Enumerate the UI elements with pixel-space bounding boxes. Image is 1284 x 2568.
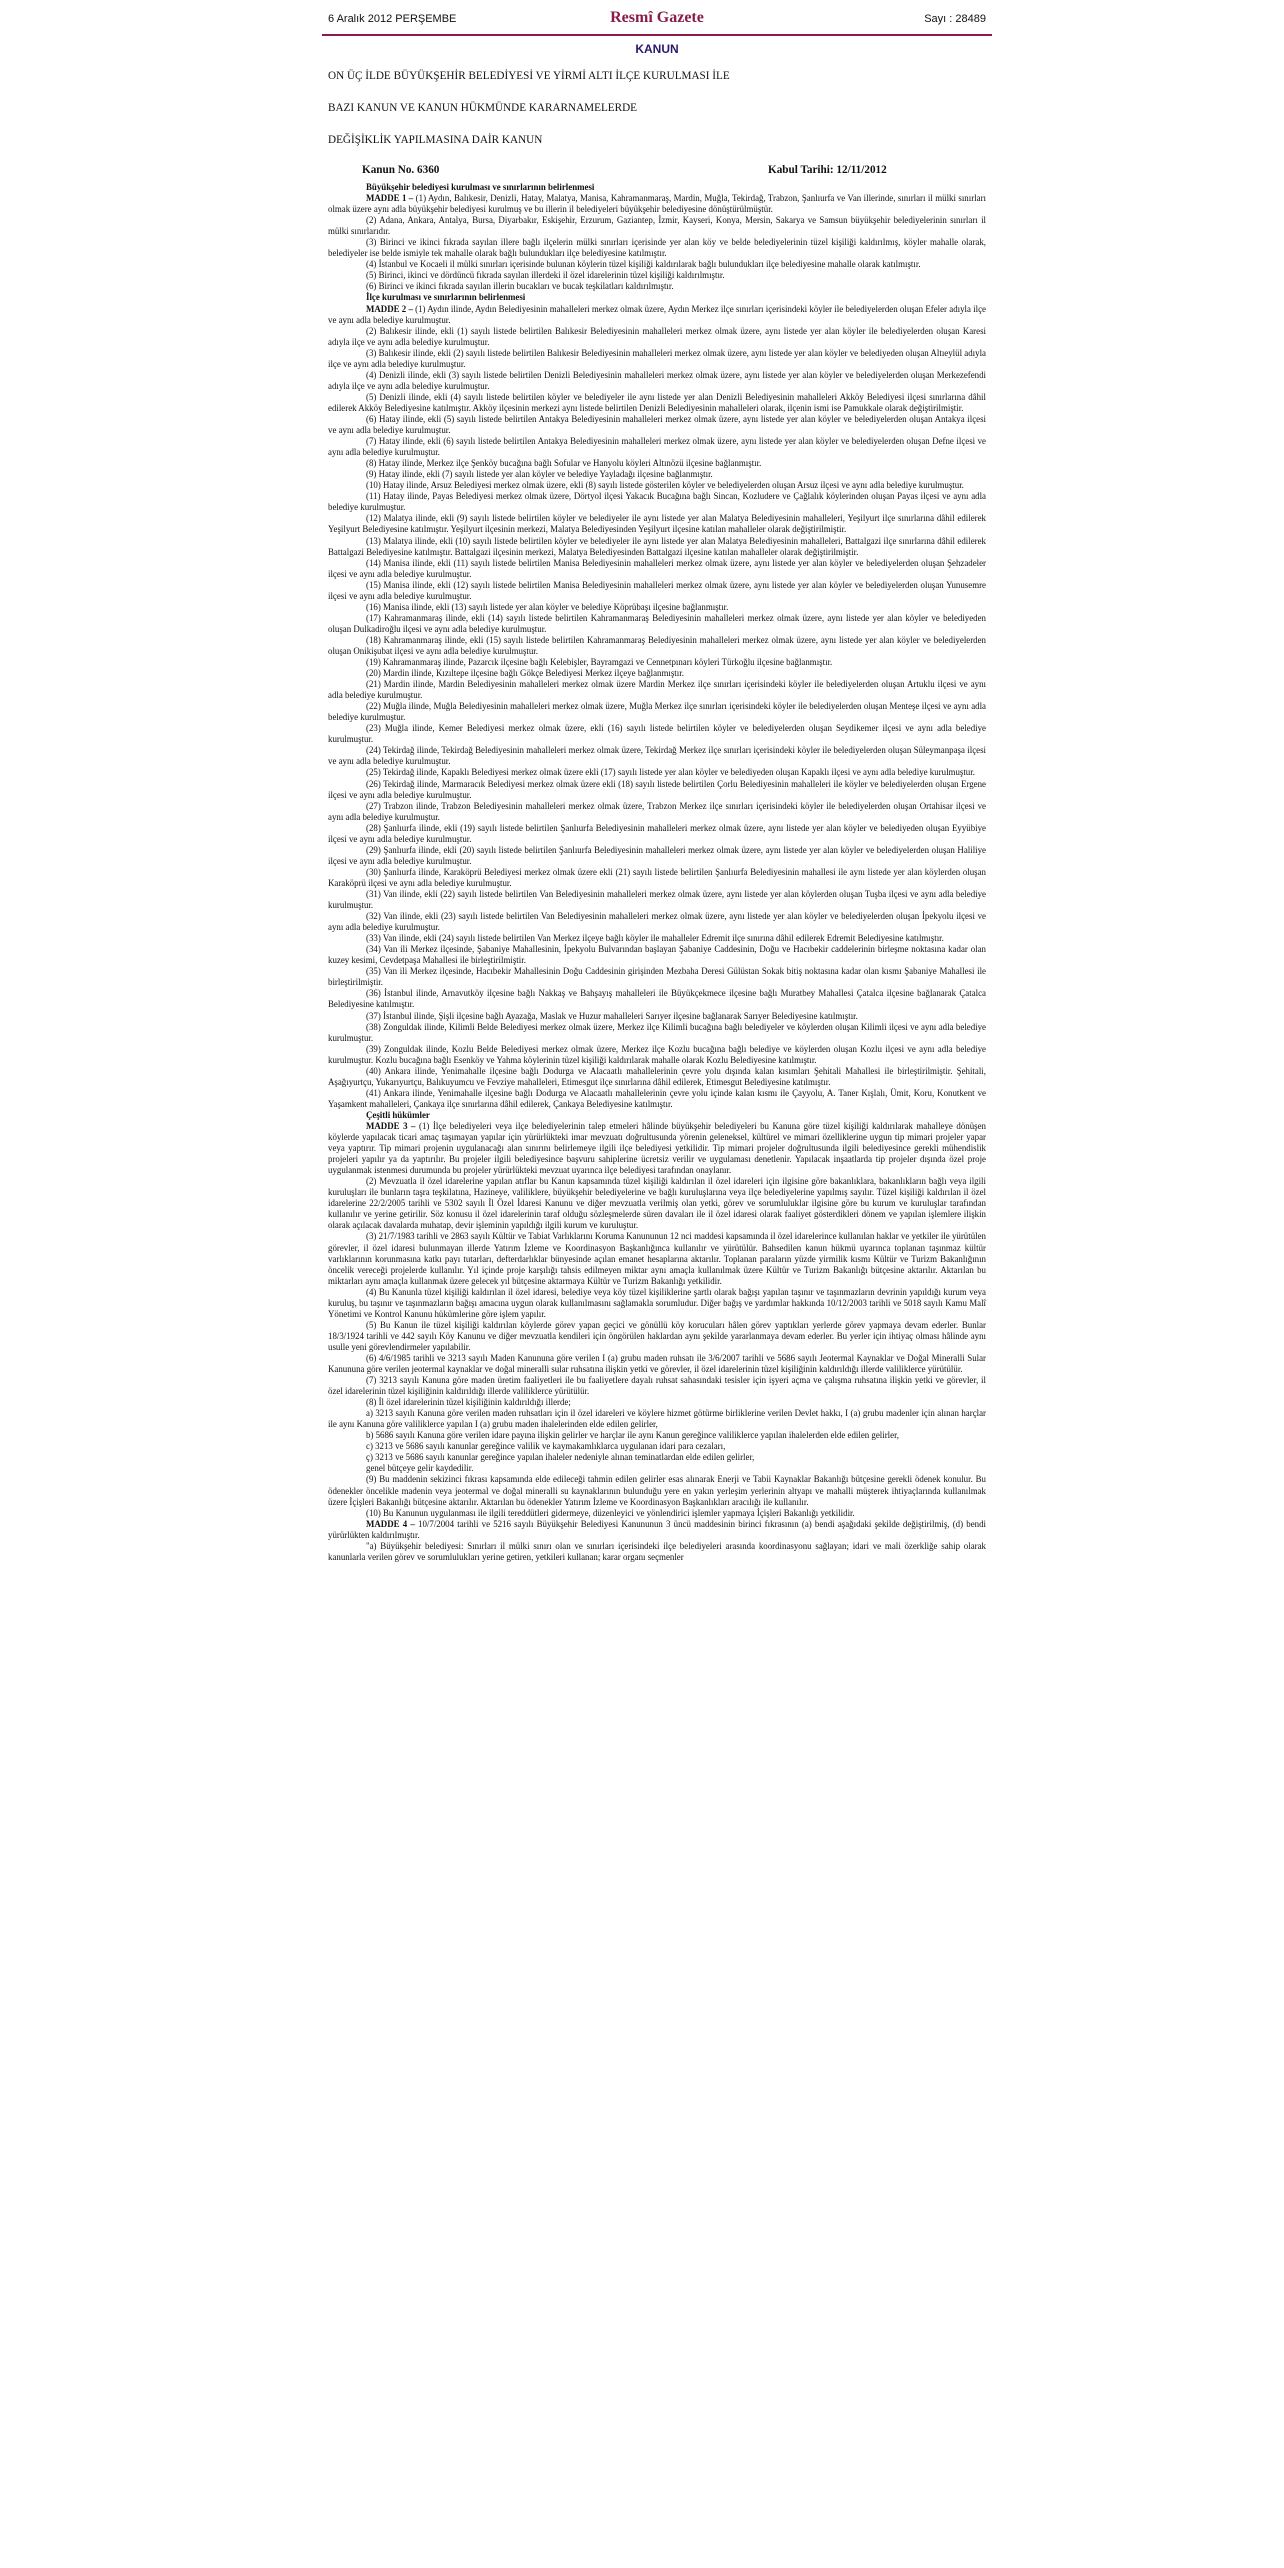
law-paragraph: [328, 1463, 986, 1474]
paragraph-text: (41) Ankara ilinde, Yenimahalle ilçesine bağlı Dodurga ve Alacaatlı mahallelerinin çevre yolu içinde kalan kısmı ile Çayyolu, A. Taner Kışlalı, Ümit, Koru, Konutkent ve Yaşamkent mahalleleri, Çankaya ilçe sınırlarına dâhil edilerek, Çankaya Belediyesine katılmıştır.: [328, 1087, 986, 1109]
paragraph-text: (12) Malatya ilinde, ekli (9) sayılı listede belirtilen köyler ve belediyeler ile aynı listede yer alan Malatya Belediyesinin mahalleleri, Yeşilyurt ilçe sınırlarına dâhil edilerek Yeşilyurt Belediyesine katılmıştır. Yeşilyurt ilçesinin merkezi, Malatya Belediyesinden Yeşilyurt ilçesine katılan mahalleler olarak değiştirilmiştir.: [328, 513, 986, 535]
law-paragraph: [328, 458, 986, 469]
law-paragraph: [328, 193, 986, 215]
law-paragraph: [328, 1176, 986, 1231]
law-paragraph: [328, 1408, 986, 1430]
law-paragraph: [328, 326, 986, 348]
law-paragraph: [328, 767, 986, 778]
law-paragraph: [328, 1375, 986, 1397]
paragraph-text: (24) Tekirdağ ilinde, Tekirdağ Belediyesinin mahalleleri merkez olmak üzere, Tekirdağ Merkez ilçe sınırları içerisindeki köyler ile belediyelerden oluşan Süleymanpaşa ilçesi ve aynı adla belediye kurulmuştur.: [328, 745, 986, 767]
section-heading: KANUN: [635, 42, 679, 56]
paragraph-text: (4) Bu Kanunla tüzel kişiliği kaldırılan il özel idaresi, belediye veya köy tüzel kişiliklerine şartlı olarak bağışı yapılan taşınır ve taşınmazların devrinin yapıldığı kurum veya kuruluş, bu taşınır ve taşınmazların bağışı amacına uygun olarak kullanılmasını sağlamakla sorumludur. Diğer bağış ve yardımlar hakkında 10/12/2003 tarihli ve 5018 sayılı Kamu Malî Yönetimi ve Kontrol Kanunu hükümlerine göre işlem yapılır.: [328, 1286, 986, 1319]
paragraph-text: (38) Zonguldak ilinde, Kilimli Belde Belediyesi merkez olmak üzere, Merkez ilçe Kilimli bucağına bağlı belediyeler ve köylerden oluşan Kilimli ilçesi ve aynı adla belediye kurulmuştur.: [328, 1021, 986, 1043]
gazette-title: Resmî Gazete: [610, 9, 704, 26]
paragraph-text: (7) Hatay ilinde, ekli (6) sayılı listede belirtilen Antakya Belediyesinin mahalleleri merkez olmak üzere, aynı listede yer alan köyler ve belediyelerden oluşan Defne ilçesi ve aynı adla belediye kurulmuştur.: [328, 436, 986, 458]
paragraph-text: (23) Muğla ilinde, Kemer Belediyesi merkez olmak üzere, ekli (16) sayılı listede belirtilen köyler ve belediyelerden oluşan Seydikemer ilçesi ve aynı adla belediye kurulmuştur.: [328, 723, 986, 745]
paragraph-text: (3) Balıkesir ilinde, ekli (2) sayılı listede belirtilen Balıkesir Belediyesinin mahalleleri merkez olmak üzere, aynı listede yer alan köyler ve belediyeden oluşan Altıeylül adıyla ilçe ve aynı adla belediye kurulmuştur.: [328, 347, 986, 369]
law-paragraph: [328, 1397, 986, 1408]
law-paragraph: [328, 889, 986, 911]
law-paragraph: [328, 1287, 986, 1320]
paragraph-text: (29) Şanlıurfa ilinde, ekli (20) sayılı listede belirtilen Şanlıurfa Belediyesinin mahalleleri merkez olmak üzere, aynı listede yer alan köyler ve belediyelerden oluşan Haliliye ilçesi ve aynı adla belediye kurulmuştur.: [328, 844, 986, 866]
law-paragraph: [328, 779, 986, 801]
paragraph-text: (5) Bu Kanun ile tüzel kişiliği kaldırılan köylerde görev yapan geçici ve gönüllü köy korucuları hâlen görev yaptıkları yerlerde görev yapmaya devam ederler. Bunlar 18/3/1924 tarihli ve 442 sayılı Köy Kanunu ve diğer mevzuatla kendileri için öngörülen haklardan aynı şekilde yararlanmaya devam ederler. Bu yerler için ihtiyaç olması hâlinde aynı usulle yeni görevlendirmeler yapılabilir.: [328, 1319, 986, 1352]
paragraph-text: (4) Denizli ilinde, ekli (3) sayılı listede belirtilen Denizli Belediyesinin mahalleleri merkez olmak üzere, aynı listede yer alan köyler ve belediyelerden oluşan Merkezefendi adıyla ilçe ve aynı adla belediye kurulmuştur.: [328, 369, 986, 391]
paragraph-text: (40) Ankara ilinde, Yenimahalle ilçesine bağlı Dodurga ve Alacaatlı mahallelerinin çevre yolu dışında kalan kısımları Şehitali Mahallesi ile birleştirilmiştir. Şehitali, Aşağıyurtçu, Yukarıyurtçu, Balıkuyumcu ve Fevziye mahalleleri, Etimesgut ilçe sınırlarına dâhil edilerek, Etimesgut Belediyesine katılmıştır.: [328, 1065, 986, 1087]
paragraph-text: (3) Birinci ve ikinci fıkrada sayılan illere bağlı ilçelerin mülki sınırları içerisinde yer alan köy ve belde belediyelerinin tüzel kişiliği kaldırılmış, köyler mahalle olarak, belediyeler ise belde ismiyle tek mahalle olarak bağlı bulundukları ilçe belediyesine katılmıştır.: [328, 237, 986, 259]
paragraph-text: (27) Trabzon ilinde, Trabzon Belediyesinin mahalleleri merkez olmak üzere, Trabzon Merkez ilçe sınırları içerisindeki köyler ile belediyelerden oluşan Ortahisar ilçesi ve aynı adla belediye kurulmuştur.: [328, 800, 986, 822]
gazette-masthead: [322, 4, 992, 36]
law-paragraph: [328, 491, 986, 513]
paragraph-text: 10/7/2004 tarihli ve 5216 sayılı Büyükşehir Belediyesi Kanununun 3 üncü maddesinin birinci fıkrasının (a) bendi aşağıdaki şekilde değiştirilmiş, (d) bendi yürürlükten kaldırılmıştır.: [328, 1518, 986, 1540]
law-paragraph: [328, 1430, 986, 1441]
paragraph-text: genel bütçeye gelir kaydedilir.: [366, 1463, 474, 1474]
paragraph-text: (7) 3213 sayılı Kanuna göre maden üretim faaliyetleri ile bu faaliyetlere dayalı ruhsat sahasındaki tesisler için işyeri açma ve çalışma ruhsatına ilişkin yetki ve görevler, il özel idarelerinin tüzel kişiliğinin kaldırıldığı illerde valiliklerce yürütülür.: [328, 1375, 986, 1397]
paragraph-text: (32) Van ilinde, ekli (23) sayılı listede belirtilen Van Belediyesinin mahalleleri merkez olmak üzere, aynı listede yer alan köyler ve belediyelerden oluşan İpekyolu ilçesi ve aynı adla belediye kurulmuştur.: [328, 911, 986, 933]
paragraph-text: (5) Birinci, ikinci ve dördüncü fıkrada sayılan illerdeki il özel idarelerinin tüzel kişiliği kaldırılmıştır.: [366, 270, 725, 281]
law-title-line: DEĞİŞİKLİK YAPILMASINA DAİR KANUN: [328, 134, 543, 146]
law-paragraph: [328, 988, 986, 1010]
law-paragraph: [328, 1541, 986, 1563]
law-paragraph: [328, 602, 986, 613]
law-paragraph: [328, 823, 986, 845]
paragraph-text: (6) Birinci ve ikinci fıkrada sayılan illerin bucakları ve bucak teşkilatları kaldırılmıştır.: [366, 281, 674, 292]
law-paragraph: [328, 1452, 986, 1463]
law-paragraph: [328, 1044, 986, 1066]
law-paragraph: [328, 801, 986, 823]
law-paragraph: [328, 259, 986, 270]
law-paragraph: [328, 1088, 986, 1110]
paragraph-text: (4) İstanbul ve Kocaeli il mülki sınırları içerisinde bulunan köylerin tüzel kişiliği kaldırılarak bağlı bulundukları ilçe belediyesine mahalle olarak katılmıştır.: [366, 259, 921, 270]
paragraph-text: (36) İstanbul ilinde, Arnavutköy ilçesine bağlı Nakkaş ve Bahşayış mahalleleri ile Büyükçekmece ilçesine bağlı Muratbey Mahallesi Çatalca ilçesine bağlanarak Çatalca Belediyesine katılmıştır.: [328, 988, 986, 1010]
paragraph-text: (6) Hatay ilinde, ekli (5) sayılı listede belirtilen Antakya Belediyesinin mahalleleri merkez olmak üzere, aynı listede yer alan köyler ve belediyelerden oluşan Antakya ilçesi ve aynı adla belediye kurulmuştur.: [328, 413, 986, 436]
law-number: Kanun No. 6360: [362, 164, 440, 176]
paragraph-text: (21) Mardin ilinde, Mardin Belediyesinin mahalleleri merkez olmak üzere Mardin Merkez ilçe sınırları içerisindeki köyler ile belediyelerden oluşan Artuklu ilçesi ve aynı adla belediye kurulmuştur.: [328, 679, 986, 701]
article-number: MADDE 3 –: [366, 1120, 416, 1131]
paragraph-text: (1) Aydın, Balıkesir, Denizli, Hatay, Malatya, Manisa, Kahramanmaraş, Mardin, Muğla, Tekirdağ, Trabzon, Şanlıurfa ve Van illerinde, sınırları il mülki sınırları olmak üzere aynı adla büyükşehir belediyesi kurulmuş ve bu illerin il belediyeleri büyükşehir belediyesine dönüştürülmüştür.: [328, 193, 986, 215]
paragraph-text: (8) Hatay ilinde, Merkez ilçe Şenköy bucağına bağlı Sofular ve Hanyolu köyleri Altınözü ilçesine bağlanmıştır.: [366, 458, 762, 469]
paragraph-text: (16) Manisa ilinde, ekli (13) sayılı listede yer alan köyler ve belediye Köprübaşı ilçesine bağlanmıştır.: [366, 601, 729, 612]
issue-number: Sayı : 28489: [924, 13, 986, 25]
subsection-heading: Büyükşehir belediyesi kurulması ve sınırlarının belirlenmesi: [366, 182, 595, 192]
paragraph-text: (2) Adana, Ankara, Antalya, Bursa, Diyarbakır, Eskişehir, Erzurum, Gaziantep, İzmir, Kayseri, Konya, Mersin, Sakarya ve Samsun büyükşehir belediyelerinin sınırları il mülki sınırlarıdır.: [328, 215, 986, 237]
paragraph-text: (28) Şanlıurfa ilinde, ekli (19) sayılı listede belirtilen Şanlıurfa Belediyesinin mahalleleri merkez olmak üzere, aynı listede yer alan köyler ve belediyeden oluşan Eyyübiye ilçesi ve aynı adla belediye kurulmuştur.: [328, 822, 986, 844]
law-paragraph: [328, 635, 986, 657]
law-paragraph: [328, 1353, 986, 1375]
paragraph-text: "a) Büyükşehir belediyesi: Sınırları il mülki sınırı olan ve sınırları içerisindeki ilçe belediyeleri arasında koordinasyonu sağlayan; idari ve mali özerkliğe sahip olarak kanunlarla verilen görev ve sorumlulukları yerine getiren, yetkileri kullanan; karar organı seçmenler: [328, 1540, 986, 1562]
law-paragraph: [328, 966, 986, 988]
law-paragraph: [328, 469, 986, 480]
subsection-heading: Çeşitli hükümler: [366, 1109, 430, 1120]
issue-date: 6 Aralık 2012 PERŞEMBE: [328, 13, 457, 25]
gazette-page: [322, 0, 992, 1563]
law-paragraph: [328, 657, 986, 668]
law-paragraph: [328, 1519, 986, 1541]
law-paragraph: [328, 215, 986, 237]
law-paragraph: [328, 911, 986, 933]
law-paragraph: [328, 237, 986, 259]
paragraph-text: (1) Aydın ilinde, Aydın Belediyesinin mahalleleri merkez olmak üzere, Aydın Merkez ilçe sınırları içerisindeki köyler ile belediyelerden oluşan Efeler adıyla ilçe ve aynı adla belediye kurulmuştur.: [328, 303, 986, 325]
law-paragraph: [328, 1022, 986, 1044]
law-title: [328, 68, 992, 148]
paragraph-text: (22) Muğla ilinde, Muğla Belediyesinin mahalleleri merkez olmak üzere, Muğla Merkez ilçe sınırları içerisindeki köyler ile belediyelerden oluşan Menteşe ilçesi ve aynı adla belediye kurulmuştur.: [328, 701, 986, 723]
paragraph-text: (2) Mevzuatla il özel idarelerine yapılan atıflar bu Kanun kapsamında tüzel kişiliği kaldırılan il özel idareleri için ilgisine göre bakanlıklara, bakanlıkların bağlı veya ilgili kuruluşları ile bunların taşra teşkilatına, Hazineye, valiliklere, büyükşehir belediyelerine ve bağlı kuruluşlarına veya ilçe belediyelerine yapılmış sayılır. Tüzel kişiliği kaldırılan il özel idarelerine 22/2/2005 tarihli ve 5302 sayılı İl Özel İdaresi Kanunu ve diğer mevzuatla verilmiş olan yetki, görev ve sorumluluklar ilgisine göre bu kurum ve kuruluşlar tarafından kullanılır ve yerine getirilir. Söz konusu il özel idarelerinin taraf olduğu sözleşmelerde süren davaları ile il özel idaresi olarak faaliyet gösterdikleri dönem ve yapılan işlemlere ilişkin olarak açılacak davalarda muhatap, devir işleminin yapıldığı ilgili kurum ve kuruluştur.: [328, 1176, 986, 1231]
paragraph-text: (13) Malatya ilinde, ekli (10) sayılı listede belirtilen köyler ve belediyeler ile aynı listede yer alan Malatya Belediyesinin mahalleleri, Battalgazi ilçe sınırlarına dâhil edilerek Battalgazi Belediyesine katılmıştır. Battalgazi ilçesinin merkezi, Malatya Belediyesinden Battalgazi ilçesine katılan mahalleler olarak değiştirilmiştir.: [328, 535, 986, 557]
subsection-heading: İlçe kurulması ve sınırlarının belirlenmesi: [366, 292, 526, 303]
paragraph-text: (5) Denizli ilinde, ekli (4) sayılı listede belirtilen köyler ve belediyeler ile aynı listede yer alan Denizli Belediyesinin mahalleleri Akköy Belediyesi ilçesi sınırlarına dâhil edilerek Akköy Belediyesine katılmıştır. Akköy ilçesinin merkezi aynı listede belirtilen Denizli Belediyesinin mahalleleri olarak, ilçenin ismi ise Pamukkale olarak değiştirilmiştir.: [328, 391, 986, 413]
law-paragraph: [328, 1011, 986, 1022]
law-identifiers: [322, 164, 992, 180]
law-paragraph: [328, 1231, 986, 1286]
law-paragraph: [328, 270, 986, 281]
law-paragraph: [328, 701, 986, 723]
law-paragraph: [328, 679, 986, 701]
law-body: [328, 182, 986, 1563]
law-paragraph: [328, 348, 986, 370]
law-paragraph: [328, 1508, 986, 1519]
paragraph-text: (39) Zonguldak ilinde, Kozlu Belde Belediyesi merkez olmak üzere, Merkez ilçe Kozlu bucağına bağlı belediye ve köylerden oluşan Kozlu ilçesi ve aynı adla belediye kurulmuştur. Kozlu bucağına bağlı Esenköy ve Yahma köylerinin tüzel kişiliği kaldırılarak mahalle olarak Kozlu Belediyesine katılmıştır.: [328, 1043, 986, 1065]
paragraph-text: (31) Van ilinde, ekli (22) sayılı listede belirtilen Van Belediyesinin mahalleleri merkez olmak üzere, aynı listede yer alan köylerden oluşan Tuşba ilçesi ve aynı adla belediye kurulmuştur.: [328, 889, 986, 911]
law-paragraph: [328, 436, 986, 458]
paragraph-text: (34) Van ili Merkez ilçesinde, Şabaniye Mahallesinin, İpekyolu Bulvarından başlayan Şabaniye Caddesinin, Doğu ve Hacıbekir caddelerinin birleşme noktasına kadar olan kuzey kesimi, Cevdetpaşa Mahallesi ile birleştirilmiştir.: [328, 944, 986, 966]
law-title-line: ON ÜÇ İLDE BÜYÜKŞEHİR BELEDİYESİ VE YİRMİ ALTI İLÇE KURULMASI İLE: [328, 70, 730, 82]
law-paragraph: [328, 513, 986, 535]
paragraph-text: (35) Van ili Merkez ilçesinde, Hacıbekir Mahallesinin Doğu Caddesinin girişinden Mezbaha Deresi Gülüstan Sokak bitiş noktasına kadar olan kısmı Şabaniye Mahallesi ile birleştirilmiştir.: [328, 966, 986, 988]
law-paragraph: [328, 745, 986, 767]
paragraph-text: (25) Tekirdağ ilinde, Kapaklı Belediyesi merkez olmak üzere ekli (17) sayılı listede yer alan köyler ve belediyeden oluşan Kapaklı ilçesi ve aynı adla belediye kurulmuştur.: [366, 767, 975, 778]
law-paragraph: [328, 867, 986, 889]
law-paragraph: [328, 370, 986, 392]
paragraph-text: (6) 4/6/1985 tarihli ve 3213 sayılı Maden Kanununa göre verilen I (a) grubu maden ruhsatı ile 3/6/2007 tarihli ve 5686 sayılı Jeotermal Kaynaklar ve Doğal Mineralli Sular Kanununa göre verilen jeotermal kaynaklar ve doğal mineralli sular ruhsatına ilişkin yetki ve görevler, il özel idarelerinin tüzel kişiliğinin kaldırıldığı illerde valiliklerce yürütülür.: [328, 1352, 986, 1375]
law-paragraph: [328, 1066, 986, 1088]
paragraph-text: (9) Bu maddenin sekizinci fıkrası kapsamında elde edileceği tahmin edilen gelirler esas alınarak Enerji ve Tabii Kaynaklar Bakanlığı bütçesine gerekli ödenek konulur. Bu ödenekler öncelikle madenin veya jeotermal ve doğal mineralli su kaynaklarının bulunduğu yere en yakın yerleşim yerlerinin altyapı ve mahalli müşterek ihtiyaçlarında kullanılmak üzere İçişleri Bakanlığı bütçesine aktarılır. Aktarılan bu ödenekler Yatırım İzleme ve Koordinasyon Başkanlıkları aracılığı ile kullanılır.: [328, 1474, 986, 1507]
acceptance-date: Kabul Tarihi: 12/11/2012: [768, 164, 887, 176]
paragraph-text: b) 5686 sayılı Kanuna göre verilen idare payına ilişkin gelirler ve harçlar ile aynı Kanun gereğince valiliklerce yapılan ihalelerden elde edilen gelirler,: [366, 1430, 899, 1441]
paragraph-text: a) 3213 sayılı Kanuna göre verilen maden ruhsatları için il özel idareleri ve köylere hizmet götürme birliklerine verilen Devlet hakkı, I (a) grubu madenler için alınan harçlar ile aynı Kanuna göre valiliklerce yapılan I (a) grubu maden ihalelerinden elde edilen gelirler,: [328, 1408, 986, 1430]
law-paragraph: [328, 304, 986, 326]
law-paragraph: [328, 613, 986, 635]
paragraph-text: ç) 3213 ve 5686 sayılı kanunlar gereğince yapılan ihaleler nedeniyle alınan teminatlardan elde edilen gelirler,: [366, 1452, 755, 1463]
paragraph-text: (19) Kahramanmaraş ilinde, Pazarcık ilçesine bağlı Kelebişler, Bayramgazi ve Cennetpınarı köyleri Türkoğlu ilçesine bağlanmıştır.: [366, 657, 833, 668]
law-paragraph: [328, 668, 986, 679]
law-paragraph: [328, 1474, 986, 1507]
law-paragraph: [328, 536, 986, 558]
paragraph-text: (9) Hatay ilinde, ekli (7) sayılı listede yer alan köyler ve belediye Yayladağı ilçesine bağlanmıştır.: [366, 469, 713, 480]
law-paragraph: [328, 558, 986, 580]
paragraph-text: (30) Şanlıurfa ilinde, Karaköprü Belediyesi merkez olmak üzere ekli (21) sayılı listede belirtilen Şanlıurfa Belediyesinin mahallesi ile aynı listede yer alan köylerden oluşan Karaköprü ilçesi ve aynı adla belediye kurulmuştur.: [328, 866, 986, 888]
law-paragraph: [328, 723, 986, 745]
paragraph-text: (33) Van ilinde, ekli (24) sayılı listede belirtilen Van Merkez ilçeye bağlı köyler ile mahalleler Edremit ilçe sınırına dâhil edilerek Edremit Belediyesine katılmıştır.: [366, 933, 944, 944]
paragraph-text: (1) İlçe belediyeleri veya ilçe belediyelerinin talep etmeleri hâlinde büyükşehir belediyeleri bu Kanuna göre tüzel kişiliği kaldırılarak mahalleye dönüşen köylerde yapılacak ticari amaç taşımayan yapılar için yürürlükteki imar mevzuatı doğrultusunda yörenin geleneksel, kültürel ve mimari özelliklerine uygun tip mimari projeler yapar veya yaptırır. Tip mimari projenin uygulanacağı alan sınırını belirlemeye ilgili ilçe belediyesi yetkilidir. Tip mimari projeler doğrultusunda ilgili belediyesince gerekli mühendislik projeleri yapılır ya da yaptırılır. Bu projeler ilgili belediyesince başvuru sahiplerine ücretsiz verilir ve uygulaması denetlenir. Yapılacak inşaatlarda tip projeler dışında özel proje uygulanmak istenmesi durumunda bu projeler yürürlükteki mevzuat uyarınca ilçe belediyesi tarafından onaylanır.: [328, 1120, 986, 1176]
paragraph-text: c) 3213 ve 5686 sayılı kanunlar gereğince valilik ve kaymakamlıklarca uygulanan idari para cezaları,: [366, 1441, 726, 1452]
paragraph-text: (8) İl özel idarelerinin tüzel kişiliğinin kaldırıldığı illerde;: [366, 1397, 571, 1408]
law-paragraph: [328, 1121, 986, 1176]
article-number: MADDE 4 –: [366, 1518, 415, 1529]
law-paragraph: [328, 1441, 986, 1452]
law-paragraph: [328, 1320, 986, 1353]
law-paragraph: [328, 944, 986, 966]
paragraph-text: (15) Manisa ilinde, ekli (12) sayılı listede belirtilen Manisa Belediyesinin mahalleleri merkez olmak üzere, aynı listede yer alan köyler ve belediyelerden oluşan Yunusemre ilçesi ve aynı adla belediye kurulmuştur.: [328, 579, 986, 601]
paragraph-text: (37) İstanbul ilinde, Şişli ilçesine bağlı Ayazağa, Maslak ve Huzur mahalleleri Sarıyer ilçesine bağlanarak Sarıyer Belediyesine katılmıştır.: [366, 1010, 858, 1021]
paragraph-text: (11) Hatay ilinde, Payas Belediyesi merkez olmak üzere, Dörtyol ilçesi Yakacık Bucağına bağlı Sincan, Kozludere ve Çağlalık köylerinden oluşan Payas ilçesi ve aynı adla belediye kurulmuştur.: [328, 491, 986, 513]
paragraph-text: (20) Mardin ilinde, Kızıltepe ilçesine bağlı Gökçe Belediyesi Merkez ilçeye bağlanmıştır.: [366, 668, 684, 679]
paragraph-text: (10) Hatay ilinde, Arsuz Belediyesi merkez olmak üzere, ekli (8) sayılı listede gösterilen köyler ve belediyelerden oluşan Arsuz ilçesi ve aynı adla belediye kurulmuştur.: [366, 480, 964, 491]
law-paragraph: [328, 580, 986, 602]
law-paragraph: [328, 392, 986, 414]
paragraph-text: (14) Manisa ilinde, ekli (11) sayılı listede belirtilen Manisa Belediyesinin mahalleleri merkez olmak üzere, aynı listede yer alan köyler ve belediyelerden oluşan Şehzadeler ilçesi ve aynı adla belediye kurulmuştur.: [328, 557, 986, 579]
paragraph-text: (17) Kahramanmaraş ilinde, ekli (14) sayılı listede belirtilen Kahramanmaraş Belediyesinin mahalleleri merkez olmak üzere, aynı listede yer alan köyler ve belediyeden oluşan Dulkadiroğlu ilçesi ve aynı adla belediye kurulmuştur.: [328, 612, 986, 634]
paragraph-text: (3) 21/7/1983 tarihli ve 2863 sayılı Kültür ve Tabiat Varlıklarını Koruma Kanununun 12 nci maddesi kapsamında il özel idarelerince kullanılan haklar ve yetkiler ile yürütülen görevler, il özel idaresi bulunmayan illerde Yatırım İzleme ve Koordinasyon Başkanlığınca kullanılır ve yürütülür. Bahsedilen kanun hükmü uyarınca toplanan taşınmaz kültür varlıklarının korunmasına katkı payı tutarları, defterdarlıklar bünyesinde açılan emanet hesaplarına aktarılır. Toplanan paraların yüzde yirmilik kısmı Kültür ve Turizm Bakanlığının öncelik vereceği projelerde kullanılır. Yıl içinde proje karşılığı tahsis edilmeyen miktar aynı amaçla kullanılmak üzere Kültür ve Turizm Bakanlığı bütçesine aktarılır. Aktarılan bu miktarları aynı amaçla kullanmak üzere gelecek yıl bütçesine aktarmaya Kültür ve Turizm Bakanlığı yetkilidir.: [328, 1231, 986, 1286]
law-paragraph: [328, 281, 986, 292]
article-number: MADDE 2 –: [366, 303, 413, 314]
paragraph-text: (18) Kahramanmaraş ilinde, ekli (15) sayılı listede belirtilen Kahramanmaraş Belediyesinin mahalleleri merkez olmak üzere, aynı listede yer alan köyler ve belediyelerden oluşan Onikişubat ilçesi ve aynı adla belediye kurulmuştur.: [328, 634, 986, 656]
law-paragraph: [328, 933, 986, 944]
law-paragraph: [328, 414, 986, 436]
law-paragraph: [328, 480, 986, 491]
article-number: MADDE 1 –: [366, 193, 414, 204]
paragraph-text: (26) Tekirdağ ilinde, Marmaracık Belediyesi merkez olmak üzere ekli (18) sayılı listede belirtilen Çorlu Belediyesinin mahalleleri ile köyler ve belediyelerden oluşan Ergene ilçesi ve aynı adla belediye kurulmuştur.: [328, 778, 986, 800]
law-paragraph: [328, 845, 986, 867]
paragraph-text: (2) Balıkesir ilinde, ekli (1) sayılı listede belirtilen Balıkesir Belediyesinin mahalleleri merkez olmak üzere, aynı listede yer alan köyler ile belediyelerden oluşan Karesi adıyla ilçe ve aynı adla belediye kurulmuştur.: [328, 325, 986, 347]
paragraph-text: (10) Bu Kanunun uygulanması ile ilgili tereddütleri gidermeye, düzenleyici ve yönlendirici işlemler yapmaya İçişleri Bakanlığı yetkilidir.: [366, 1507, 855, 1518]
law-title-line: BAZI KANUN VE KANUN HÜKMÜNDE KARARNAMELERDE: [328, 102, 637, 114]
